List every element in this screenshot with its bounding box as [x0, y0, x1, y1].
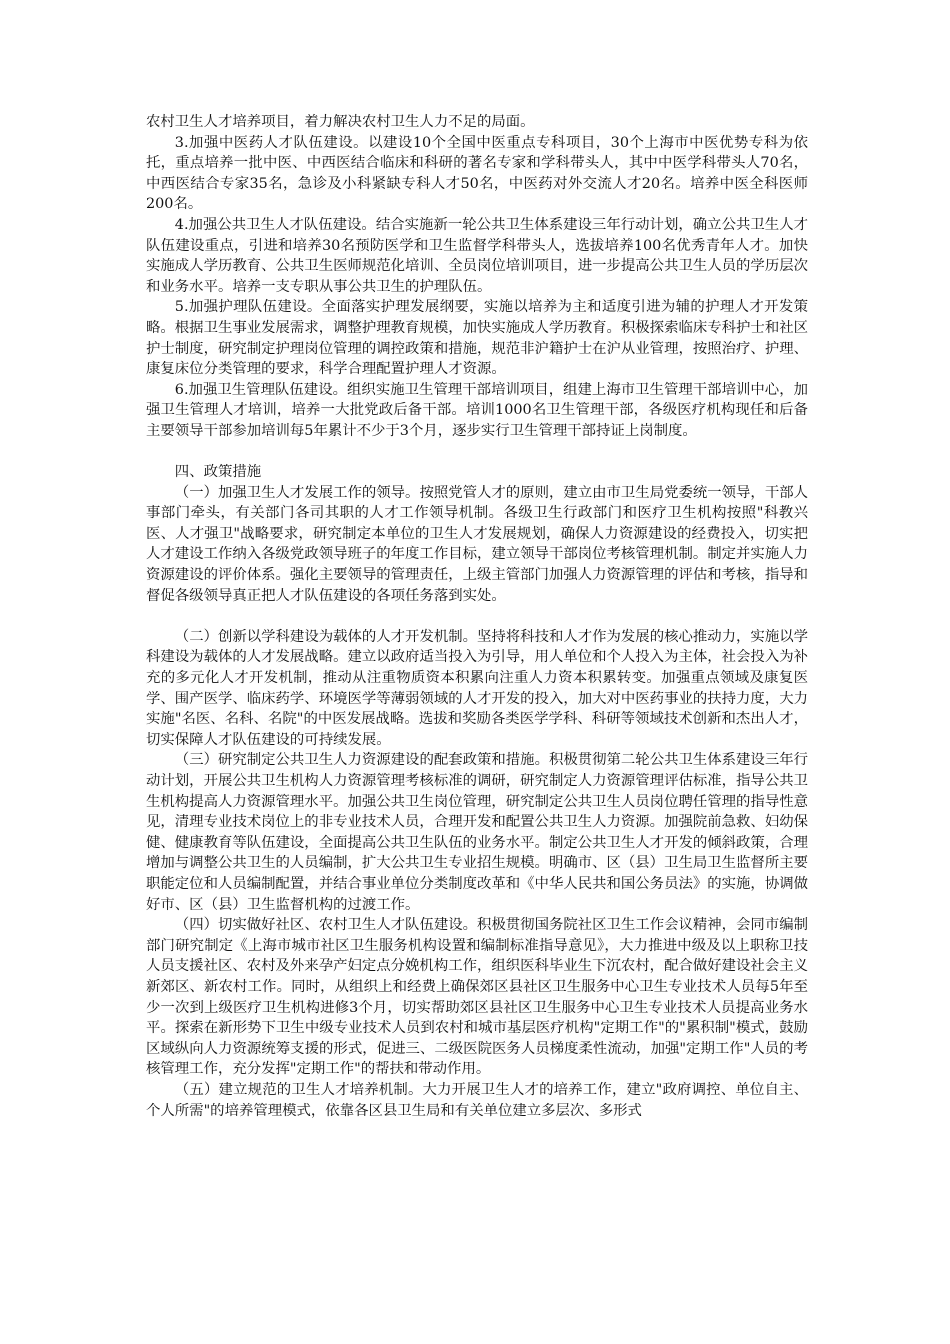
paragraph-item-6: 6.加强卫生管理队伍建设。组织实施卫生管理干部培训项目，组建上海市卫生管理干部培训中心，加强卫生管理人才培训，培养一大批党政后备干部。培训1000名卫生管理干部，各级医疗机构现任和后备主要领导干部参加培训每5年累计不少于3个月，逐步实行卫生管理干部持证上岗制度。 — [146, 381, 808, 439]
paragraph-measure-2: （二）创新以学科建设为载体的人才开发机制。坚持将科技和人才作为发展的核心推动力，实施以学科建设为载体的人才发展战略。建立以政府适当投入为引导，用人单位和个人投入为主体，社会投入为补充的多元化人才开发机制，推动从注重物质资本积累向注重人力资本积累转变。加强重点领域及康复医学、围产医学、临床药学、环境医学等薄弱领域的人才开发的投入，加大对中医药事业的扶持力度，大力实施"名医、名科、名院"的中医发展战略。选拔和奖励各类医学学科、科研等领域技术创新和杰出人才，切实保障人才队伍建设的可持续发展。 — [146, 628, 808, 748]
section-heading: 四、政策措施 — [174, 464, 262, 481]
paragraph-item-4: 4.加强公共卫生人才队伍建设。结合实施新一轮公共卫生体系建设三年行动计划，确立公共卫生人才队伍建设重点，引进和培养30名预防医学和卫生监督学科带头人，选拔培养100名优秀青年人才。加快实施成人学历教育、公共卫生医师规范化培训、全员岗位培训项目，进一步提高公共卫生人员的学历层次和业务水平。培养一支专职从事公共卫生的护理队伍。 — [146, 216, 808, 295]
paragraph-measure-5: （五）建立规范的卫生人才培养机制。大力开展卫生人才的培养工作，建立"政府调控、单位自主、个人所需"的培养管理模式，依靠各区县卫生局和有关单位建立多层次、多形式 — [146, 1081, 808, 1119]
document-body — [146, 112, 808, 1121]
paragraph-spacer — [146, 442, 808, 463]
paragraph-measure-1: （一）加强卫生人才发展工作的领导。按照党管人才的原则，建立由市卫生局党委统一领导，干部人事部门牵头，有关部门各司其职的人才工作领导机制。各级卫生行政部门和医疗卫生机构按照"科教兴医、人才强卫"战略要求，研究制定本单位的卫生人才发展规划，确保人力资源建设的经费投入，切实把人才建设工作纳入各级党政领导班子的年度工作目标，建立领导干部岗位考核管理机制。制定并实施人力资源建设的评价体系。强化主要领导的管理责任，上级主管部门加强人力资源管理的评估和考核，指导和督促各级领导真正把人才队伍建设的各项任务落到实处。 — [146, 484, 808, 604]
paragraph-measure-4: （四）切实做好社区、农村卫生人才队伍建设。积极贯彻国务院社区卫生工作会议精神，会同市编制部门研究制定《上海市城市社区卫生服务机构设置和编制标准指导意见》，大力推进中级及以上职称卫技人员支援社区、农村及外来孕产妇定点分娩机构工作，组织医科毕业生下沉农村，配合做好建设社会主义新郊区、新农村工作。同时，从组织上和经费上确保郊区县社区卫生服务中心卫生专业技术人员每5年至少一次到上级医疗卫生机构进修3个月，切实帮助郊区县社区卫生服务中心卫生专业技术人员提高业务水平。探索在新形势下卫生中级专业技术人员到农村和城市基层医疗机构"定期工作"的"累积制"模式，鼓励区域纵向人力资源统筹支援的形式，促进三、二级医院医务人员梯度柔性流动，加强"定期工作"人员的考核管理工作，充分发挥"定期工作"的帮扶和带动作用。 — [146, 917, 808, 1078]
paragraph-item-5: 5.加强护理队伍建设。全面落实护理发展纲要，实施以培养为主和适度引进为辅的护理人才开发策略。根据卫生事业发展需求，调整护理教育规模，加快实施成人学历教育。积极探索临床专科护士和社区护士制度，研究制定护理岗位管理的调控政策和措施，规范非沪籍护士在沪从业管理，按照治疗、护理、康复床位分类管理的要求，科学合理配置护理人才资源。 — [146, 299, 808, 378]
paragraph-continuation: 农村卫生人才培养项目，着力解决农村卫生人力不足的局面。 — [146, 114, 535, 130]
paragraph-spacer — [146, 606, 808, 627]
paragraph-measure-3: （三）研究制定公共卫生人力资源建设的配套政策和措施。积极贯彻第二轮公共卫生体系建设三年行动计划，开展公共卫生机构人力资源管理考核标准的调研，研究制定人力资源管理评估标准，指导公共卫生机构提高人力资源管理水平。加强公共卫生岗位管理，研究制定公共卫生人员岗位聘任管理的指导性意见，清理专业技术岗位上的非专业技术人员，合理开发和配置公共卫生人力资源。加强院前急救、妇幼保健、健康教育等队伍建设，全面提高公共卫生队伍的业务水平。制定公共卫生人才开发的倾斜政策，合理增加与调整公共卫生的人员编制，扩大公共卫生专业招生规模。明确市、区（县）卫生局卫生监督所主要职能定位和人员编制配置，并结合事业单位分类制度改革和《中华人民共和国公务员法》的实施，协调做好市、区（县）卫生监督机构的过渡工作。 — [146, 752, 808, 913]
paragraph-item-3: 3.加强中医药人才队伍建设。以建设10个全国中医重点专科项目，30个上海市中医优势专科为依托，重点培养一批中医、中西医结合临床和科研的著名专家和学科带头人，其中中医学科带头人70名，中西医结合专家35名，急诊及小科紧缺专科人才50名，中医药对外交流人才20名。培养中医全科医师200名。 — [146, 134, 808, 213]
